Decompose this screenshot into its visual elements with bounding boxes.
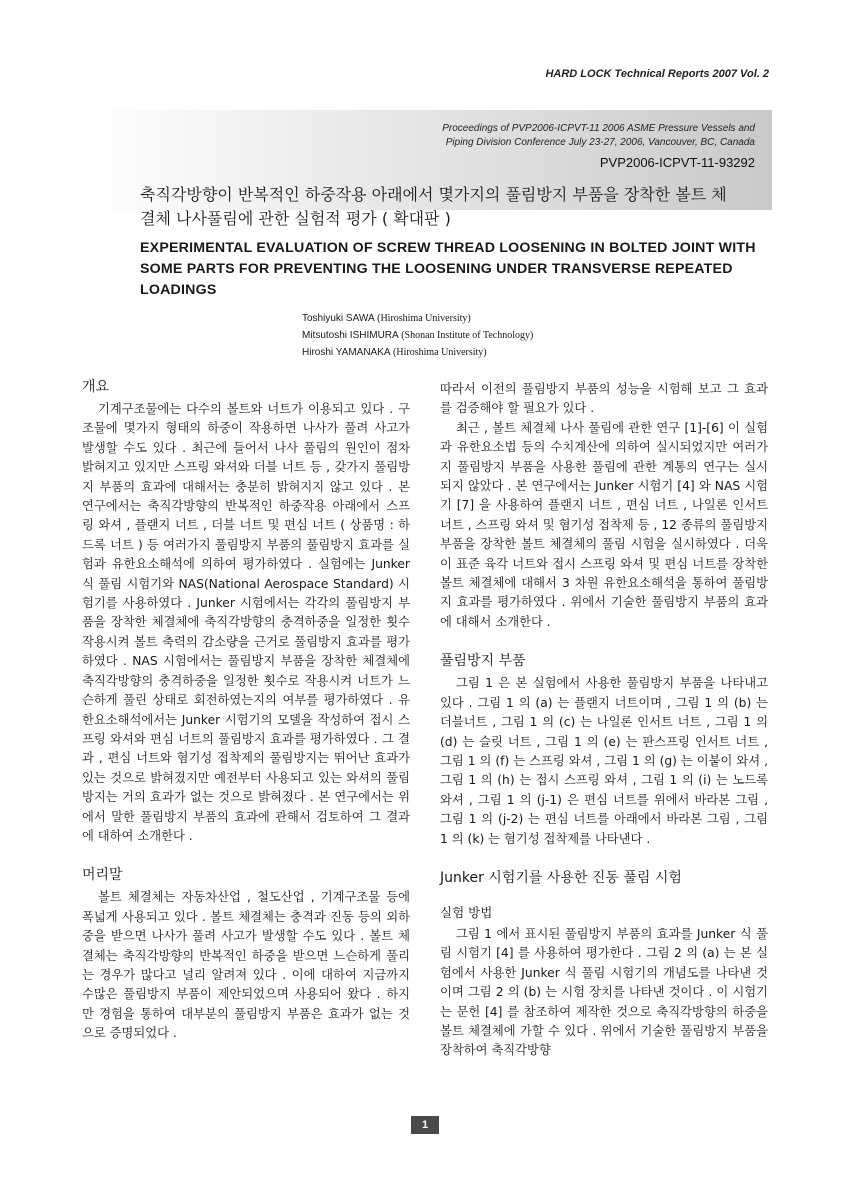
- section-gap: [440, 891, 768, 903]
- introduction-heading: 머리말: [82, 867, 123, 884]
- proceedings-info: [395, 122, 755, 150]
- section-gap: [82, 846, 410, 864]
- right-column: [440, 380, 768, 1061]
- abstract-paragraph: 기계구조물에는 다수의 볼트와 너트가 이용되고 있다 . 구조물에 몇가지 형태의 하중이 작용하면 나사가 풀려 사고가 발생할 수도 있다 . 최근에 들어서 나사 풀림의 원인이 점차 밝혀지고 있지만 스프링 와셔와 더블 너트 등 , 갖가지 풀림방지 부품의 효과에 대해서는 충분히 밝혀지지 않고 있다 . 본 연구에서는 축직각방향의 반복적인 하중작용 아래에서 스프링 와셔 , 플랜지 너트 , 더블 너트 및 편심 너트 ( 상품명 : 하드록 너트 ) 등 여러가지 풀림방지 부품의 풀림방지 효과를 실험과 유한요소해석에 의하여 평가하였다 . 실험에는 Junker 식 풀림 시험기와 NAS(National Aerospace Standard) 시험기를 사용하였다 . Junker 시험에서는 각각의 풀림방지 부품을 장착한 체결체에 축직각방향의 충격하중을 일정한 횟수 작용시켜 볼트 축력의 감소량을 근거로 풀림방지 효과를 평가하였다 . NAS 시험에서는 풀림방지 부품을 장착한 체결체에 축직각방향의 충격하중을 일정한 횟수로 작용시켜 너트가 느슨하게 풀린 상태로 회전하였는지의 여부를 평가하였다 . 유한요소해석에서는 Junker 시험기의 모델을 작성하여 접시 스프링 와셔와 편심 너트의 풀림방지 효과를 평가하였다 . 그 결과 , 편심 너트와 혐기성 접착제의 풀림방지는 뛰어난 효과가 있는 것으로 밝혀졌지만 예전부터 사용되고 있는 와셔의 풀림방지는 거의 효과가 없는 것으로 밝혀졌다 . 본 연구에서는 위에서 말한 풀림방지 부품의 효과에 관해서 검토하여 그 결과에 대하여 소개한다 .: [82, 402, 410, 843]
- introduction-continued-paragraph: 따라서 이전의 풀림방지 부품의 성능을 시험해 보고 그 효과를 검증해야 할 필요가 있다 .: [440, 382, 768, 416]
- author-affiliation: (Hiroshima University): [390, 347, 487, 358]
- method-subheading: 실험 방법: [440, 904, 493, 920]
- author-name: Mitsutoshi ISHIMURA: [302, 330, 399, 341]
- parts-paragraph: 그림 1 은 본 실험에서 사용한 풀림방지 부품을 나타내고 있다 . 그림 1 의 (a) 는 플랜지 너트이며 , 그림 1 의 (b) 는 더블너트 , 그림 1 의 (c) 는 나일론 인서트 너트 , 그림 1 의 (d) 는 슬릿 너트 , 그림 1 의 (e) 는 판스프링 인서트 너트 , 그림 1 의 (f) 는 스프링 와셔 , 그림 1 의 (g) 는 이붙이 와셔 , 그림 1 의 (h) 는 접시 스프링 와셔 , 그림 1 의 (i) 는 노드록 와셔 , 그림 1 의 (j-1) 은 편심 너트를 위에서 바라본 그림 , 그림 1 의 (j-2) 는 편심 너트를 아래에서 바라본 그림 , 그림 1 의 (k) 는 혐기성 접착제를 나타낸다 .: [440, 676, 768, 846]
- author-name: Toshiyuki SAWA: [302, 313, 375, 324]
- author-name: Hiroshi YAMANAKA: [302, 347, 391, 358]
- junker-test-heading: Junker 시험기를 사용한 진동 풀림 시험: [440, 869, 682, 886]
- paper-id: PVP2006-ICPVT-11-93292: [599, 155, 755, 170]
- page-number: 1: [411, 1116, 439, 1134]
- introduction-paragraph: 볼트 체결체는 자동차산업 , 철도산업 , 기계구조물 등에 폭넓게 사용되고 있다 . 볼트 체결체는 충격과 진동 등의 외하중을 받으면 나사가 풀려 사고가 발생할 수도 있다 . 볼트 체결체는 축직각방향의 반복적인 하중을 받으면 느슨하게 풀리는 경우가 많다고 널리 알려져 있다 . 이에 대하여 지금까지 수많은 풀림방지 부품이 제안되었으며 사용되어 왔다 . 하지만 경험을 통하여 대부분의 풀림방지 부품은 효과가 없는 것으로 증명되었다 .: [82, 890, 410, 1041]
- parts-heading: 풀림방지 부품: [440, 653, 526, 670]
- section-gap: [440, 849, 768, 867]
- running-head: HARD LOCK Technical Reports 2007 Vol. 2: [545, 68, 769, 80]
- author-entry: [302, 344, 722, 361]
- abstract-heading: 개요: [82, 379, 110, 395]
- proceedings-line-2: Piping Division Conference July 23-27, 2006, Vancouver, BC, Canada: [445, 137, 755, 148]
- author-list: [302, 310, 722, 361]
- left-column: [82, 376, 410, 1044]
- author-affiliation: (Hiroshima University): [374, 313, 471, 324]
- introduction-research-paragraph: 최근 , 볼트 체결체 나사 풀림에 관한 연구 [1]-[6] 이 실험과 유한요소법 등의 수치계산에 의하여 실시되었지만 여러가지 풀림방지 부품을 사용한 풀림에 관한 계통의 연구는 실시되지 않았다 . 본 연구에서는 Junker 시험기 [4] 와 NAS 시험기 [7] 을 사용하여 플랜지 너트 , 편심 너트 , 나일론 인서트 너트 , 스프링 와셔 및 혐기성 접착제 등 , 12 종류의 풀림방지 부품을 장착한 볼트 체결체의 풀림 시험을 실시하였다 . 더욱이 표준 육각 너트와 접시 스프링 와셔 및 편심 너트를 장착한 볼트 체결체에 대해서 3 차원 유한요소해석을 통하여 풀림방지 효과를 평가하였다 . 위에서 기술한 풀림방지 부품의 효과에 대해서 소개한다 .: [440, 420, 768, 629]
- author-entry: [302, 310, 722, 327]
- author-affiliation: (Shonan Institute of Technology): [398, 330, 534, 341]
- english-title: EXPERIMENTAL EVALUATION OF SCREW THREAD LOOSENING IN BOLTED JOINT WITH SOME PARTS FOR PREVENTING THE LOOSENING UNDER TRANSVERSE REPEATED LOADINGS: [140, 240, 756, 298]
- author-entry: [302, 327, 722, 344]
- method-paragraph: 그림 1 에서 표시된 풀림방지 부품의 효과를 Junker 식 풀림 시험기 [4] 를 사용하여 평가한다 . 그림 2 의 (a) 는 본 실험에서 사용한 Junker 식 풀림 시험기의 개념도를 나타낸 것이며 그림 2 의 (b) 는 시험 장치를 나타낸 것이다 . 이 시험기는 문헌 [4] 를 참조하여 제작한 것으로 축직각방향의 하중을 볼트 체결체에 가할 수 있다 . 위에서 기술한 풀림방지 부품을 장착하여 축직각방향: [440, 926, 768, 1058]
- proceedings-line-1: Proceedings of PVP2006-ICPVT-11 2006 ASME Pressure Vessels and: [442, 123, 755, 134]
- section-gap: [440, 632, 768, 650]
- korean-title: 축직각방향이 반복적인 하중작용 아래에서 몇가지의 풀림방지 부품을 장착한 볼트 체결체 나사풀림에 관한 실험적 평가 ( 확대판 ): [140, 185, 727, 228]
